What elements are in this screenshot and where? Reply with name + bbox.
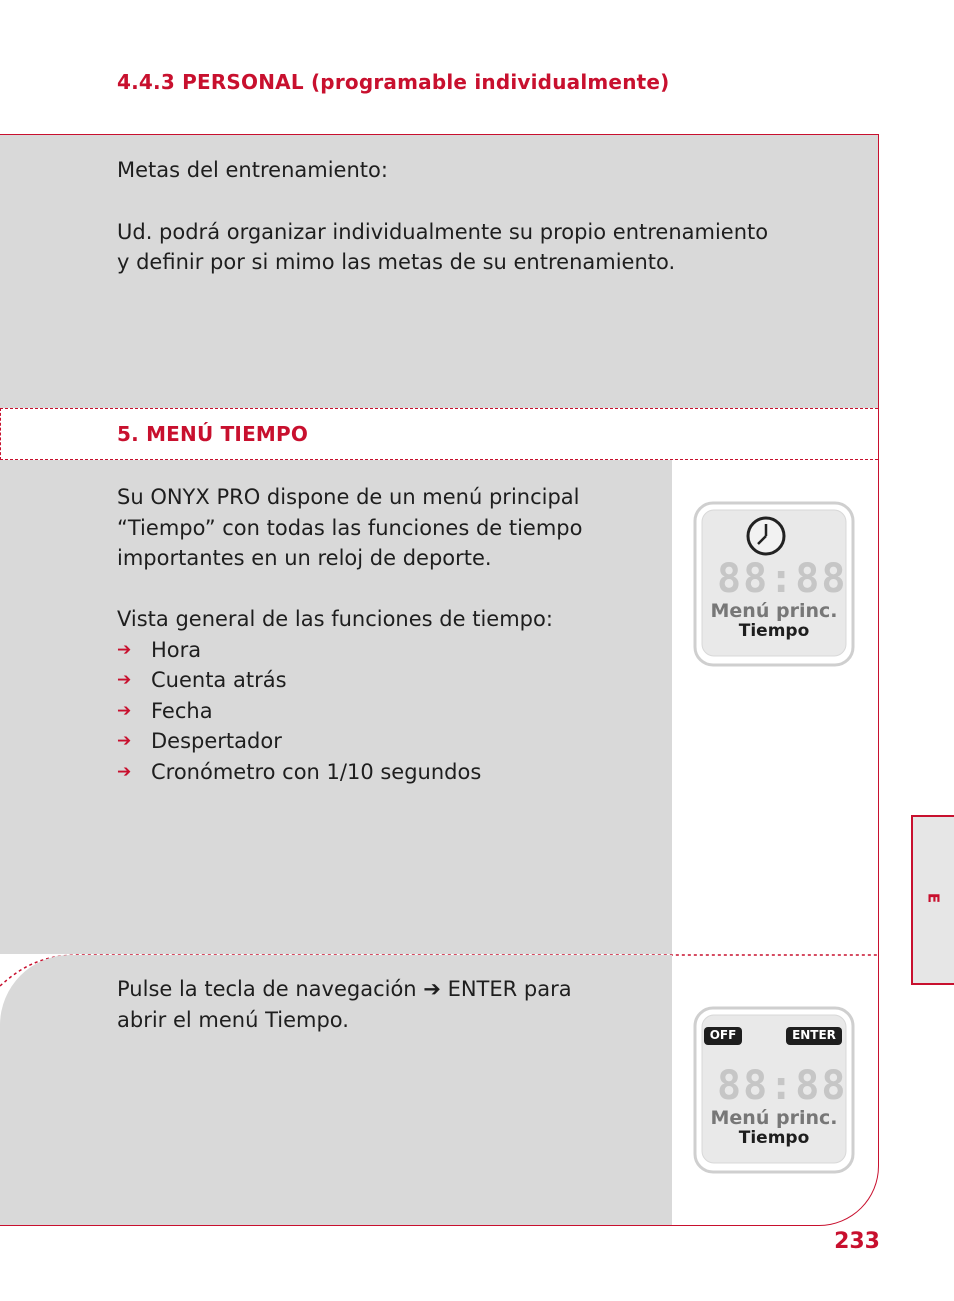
divider-top — [0, 408, 878, 409]
list-item: ➔ Cronómetro con 1/10 segundos — [117, 757, 583, 788]
clock-icon — [748, 518, 784, 554]
personal-description-line1: Ud. podrá organizar individualmente su propio entrenamiento — [117, 220, 769, 244]
arrow-right-icon: ➔ — [117, 761, 132, 782]
section-heading-menu-tiempo: 5. MENÚ TIEMPO — [117, 422, 309, 446]
lcd-line1: Menú princ. — [710, 600, 838, 622]
instruction-line1: Pulse la tecla de navegación ➔ ENTER para — [117, 977, 572, 1001]
arrow-right-icon: ➔ — [117, 731, 132, 751]
language-tab — [911, 815, 954, 985]
page-number: 233 — [834, 1229, 880, 1254]
list-item: ➔ Cuenta atrás — [117, 665, 583, 696]
arrow-right-icon: ➔ — [117, 639, 132, 660]
lcd-digits: 88:88 — [717, 1063, 848, 1109]
intro-line-1: Su ONYX PRO dispone de un menú principal — [117, 485, 580, 509]
lcd-line2: Tiempo — [738, 621, 810, 641]
enter-button-label: ENTER — [792, 1028, 836, 1042]
list-item: ➔ Despertador — [117, 726, 583, 757]
lcd-line2: Tiempo — [738, 1128, 810, 1148]
section-heading-personal: 4.4.3 PERSONAL (programable individualmente) — [117, 70, 670, 94]
personal-panel — [0, 135, 878, 408]
watch-display-main-menu — [692, 500, 856, 668]
intro-line-3: importantes en un reloj de deporte. — [117, 546, 492, 570]
language-tab-letter: E — [924, 892, 943, 904]
overview-label: Vista general de las funciones de tiempo: — [117, 607, 553, 631]
watch-display-enter — [692, 1005, 856, 1175]
list-item: ➔ Fecha — [117, 696, 583, 727]
personal-description-line2: y definir por si mimo las metas de su entrenamiento. — [117, 250, 676, 274]
arrow-right-icon: ➔ — [117, 670, 132, 690]
time-functions-list — [117, 635, 583, 788]
lcd-line1: Menú princ. — [710, 1107, 838, 1129]
personal-goals-label: Metas del entrenamiento: — [117, 158, 388, 182]
intro-text — [117, 482, 583, 787]
divider-left — [0, 408, 1, 460]
menu-tiempo-panel — [0, 460, 672, 954]
list-item: ➔ Hora — [117, 635, 583, 666]
instruction-line2: abrir el menú Tiempo. — [117, 1008, 349, 1032]
lcd-digits: 88:88 — [717, 556, 848, 602]
arrow-right-icon: ➔ — [117, 700, 132, 721]
instruction-panel — [0, 955, 672, 1225]
off-button-label: OFF — [709, 1028, 737, 1042]
intro-line-2: “Tiempo” con todas las funciones de tiempo — [117, 515, 583, 540]
